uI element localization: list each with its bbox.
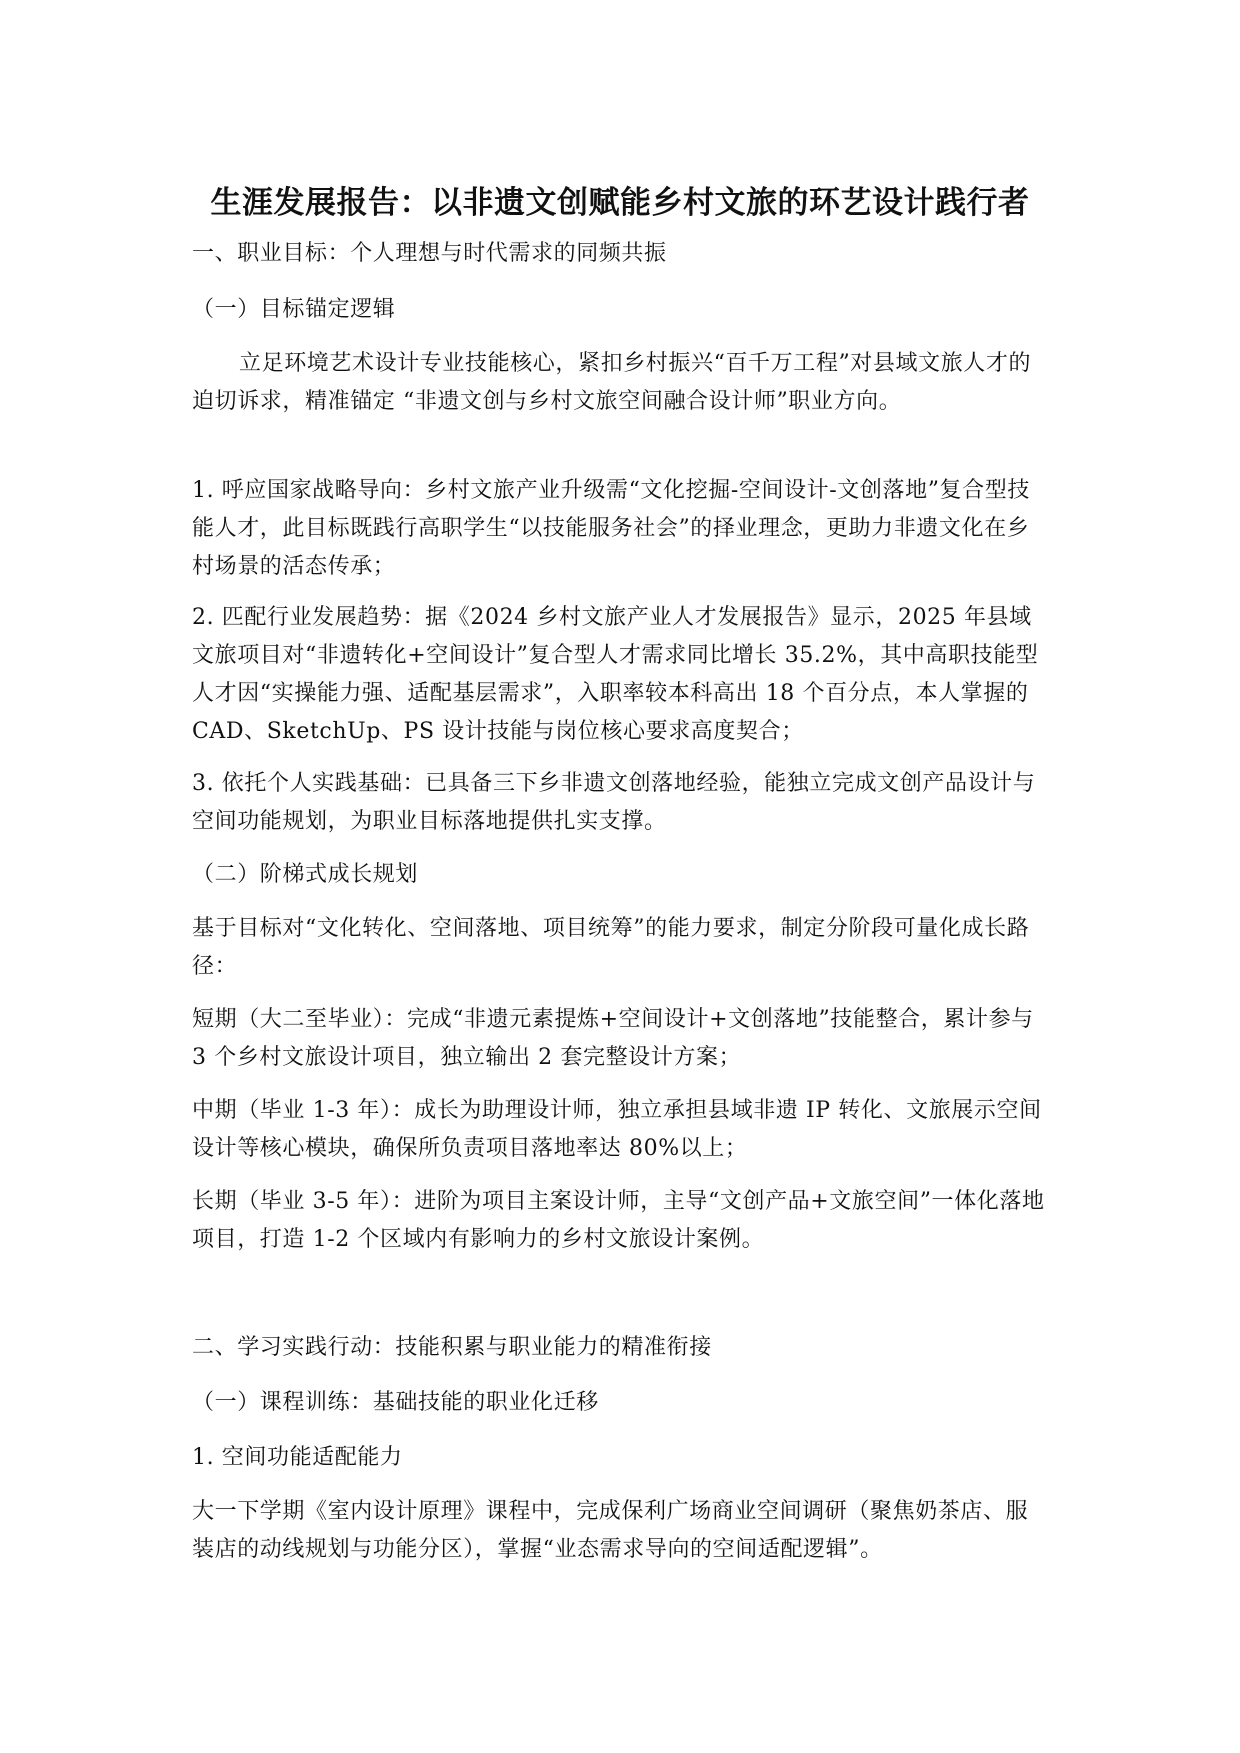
paragraph-goal-logic: 立足环境艺术设计专业技能核心，紧扣乡村振兴“百千万工程”对县域文旅人才的迫切诉求，精准锚定 “非遗文创与乡村文旅空间融合设计师”职业方向。 [192,351,1032,414]
subsection-heading-1-1: （一）目标锚定逻辑 [192,297,396,322]
subsection-heading-2-1: （一）课程训练：基础技能的职业化迁移 [192,1390,599,1415]
paragraph-course-training: 大一下学期《室内设计原理》课程中，完成保利广场商业空间调研（聚焦奶茶店、服装店的动线规划与功能分区），掌握“业态需求导向的空间适配逻辑”。 [192,1499,1029,1562]
list-item-1: 1. 呼应国家战略导向：乡村文旅产业升级需“文化挖掘-空间设计-文创落地”复合型技能人才，此目标既践行高职学生“以技能服务社会”的择业理念，更助力非遗文化在乡村场景的活态传承； [192,478,1030,579]
section-heading-1: 一、职业目标：个人理想与时代需求的同频共振 [192,241,667,266]
list-item-2: 2. 匹配行业发展趋势：据《2024 乡村文旅产业人才发展报告》显示，2025 年县域文旅项目对“非遗转化+空间设计”复合型人才需求同比增长 35.2%，其中高职技能型人才因“实操能力强、适配基层需求”，入职率较本科高出 18 个百分点，本人掌握的 CAD、SketchUp、PS 设计技能与岗位核心要求高度契合； [192,605,1039,744]
section-heading-2: 二、学习实践行动：技能积累与职业能力的精准衔接 [192,1335,712,1360]
paragraph-short-term: 短期（大二至毕业）：完成“非遗元素提炼+空间设计+文创落地”技能整合，累计参与 3 个乡村文旅设计项目，独立输出 2 套完整设计方案； [192,1007,1034,1070]
report-title: 生涯发展报告：以非遗文创赋能乡村文旅的环艺设计践行者 [210,184,1030,221]
paragraph-long-term: 长期（毕业 3-5 年）：进阶为项目主案设计师，主导“文创产品+文旅空间”一体化落地项目，打造 1-2 个区域内有影响力的乡村文旅设计案例。 [192,1189,1045,1252]
list-item-3: 3. 依托个人实践基础：已具备三下乡非遗文创落地经验，能独立完成文创产品设计与空间功能规划，为职业目标落地提供扎实支撑。 [192,771,1036,834]
paragraph-growth-plan: 基于目标对“文化转化、空间落地、项目统筹”的能力要求，制定分阶段可量化成长路径： [192,916,1030,979]
paragraph-mid-term: 中期（毕业 1-3 年）：成长为助理设计师，独立承担县域非遗 IP 转化、文旅展示空间设计等核心模块，确保所负责项目落地率达 80%以上； [192,1098,1042,1161]
numbered-heading-2-1-1: 1. 空间功能适配能力 [192,1445,403,1470]
subsection-heading-1-2: （二）阶梯式成长规划 [192,862,419,887]
